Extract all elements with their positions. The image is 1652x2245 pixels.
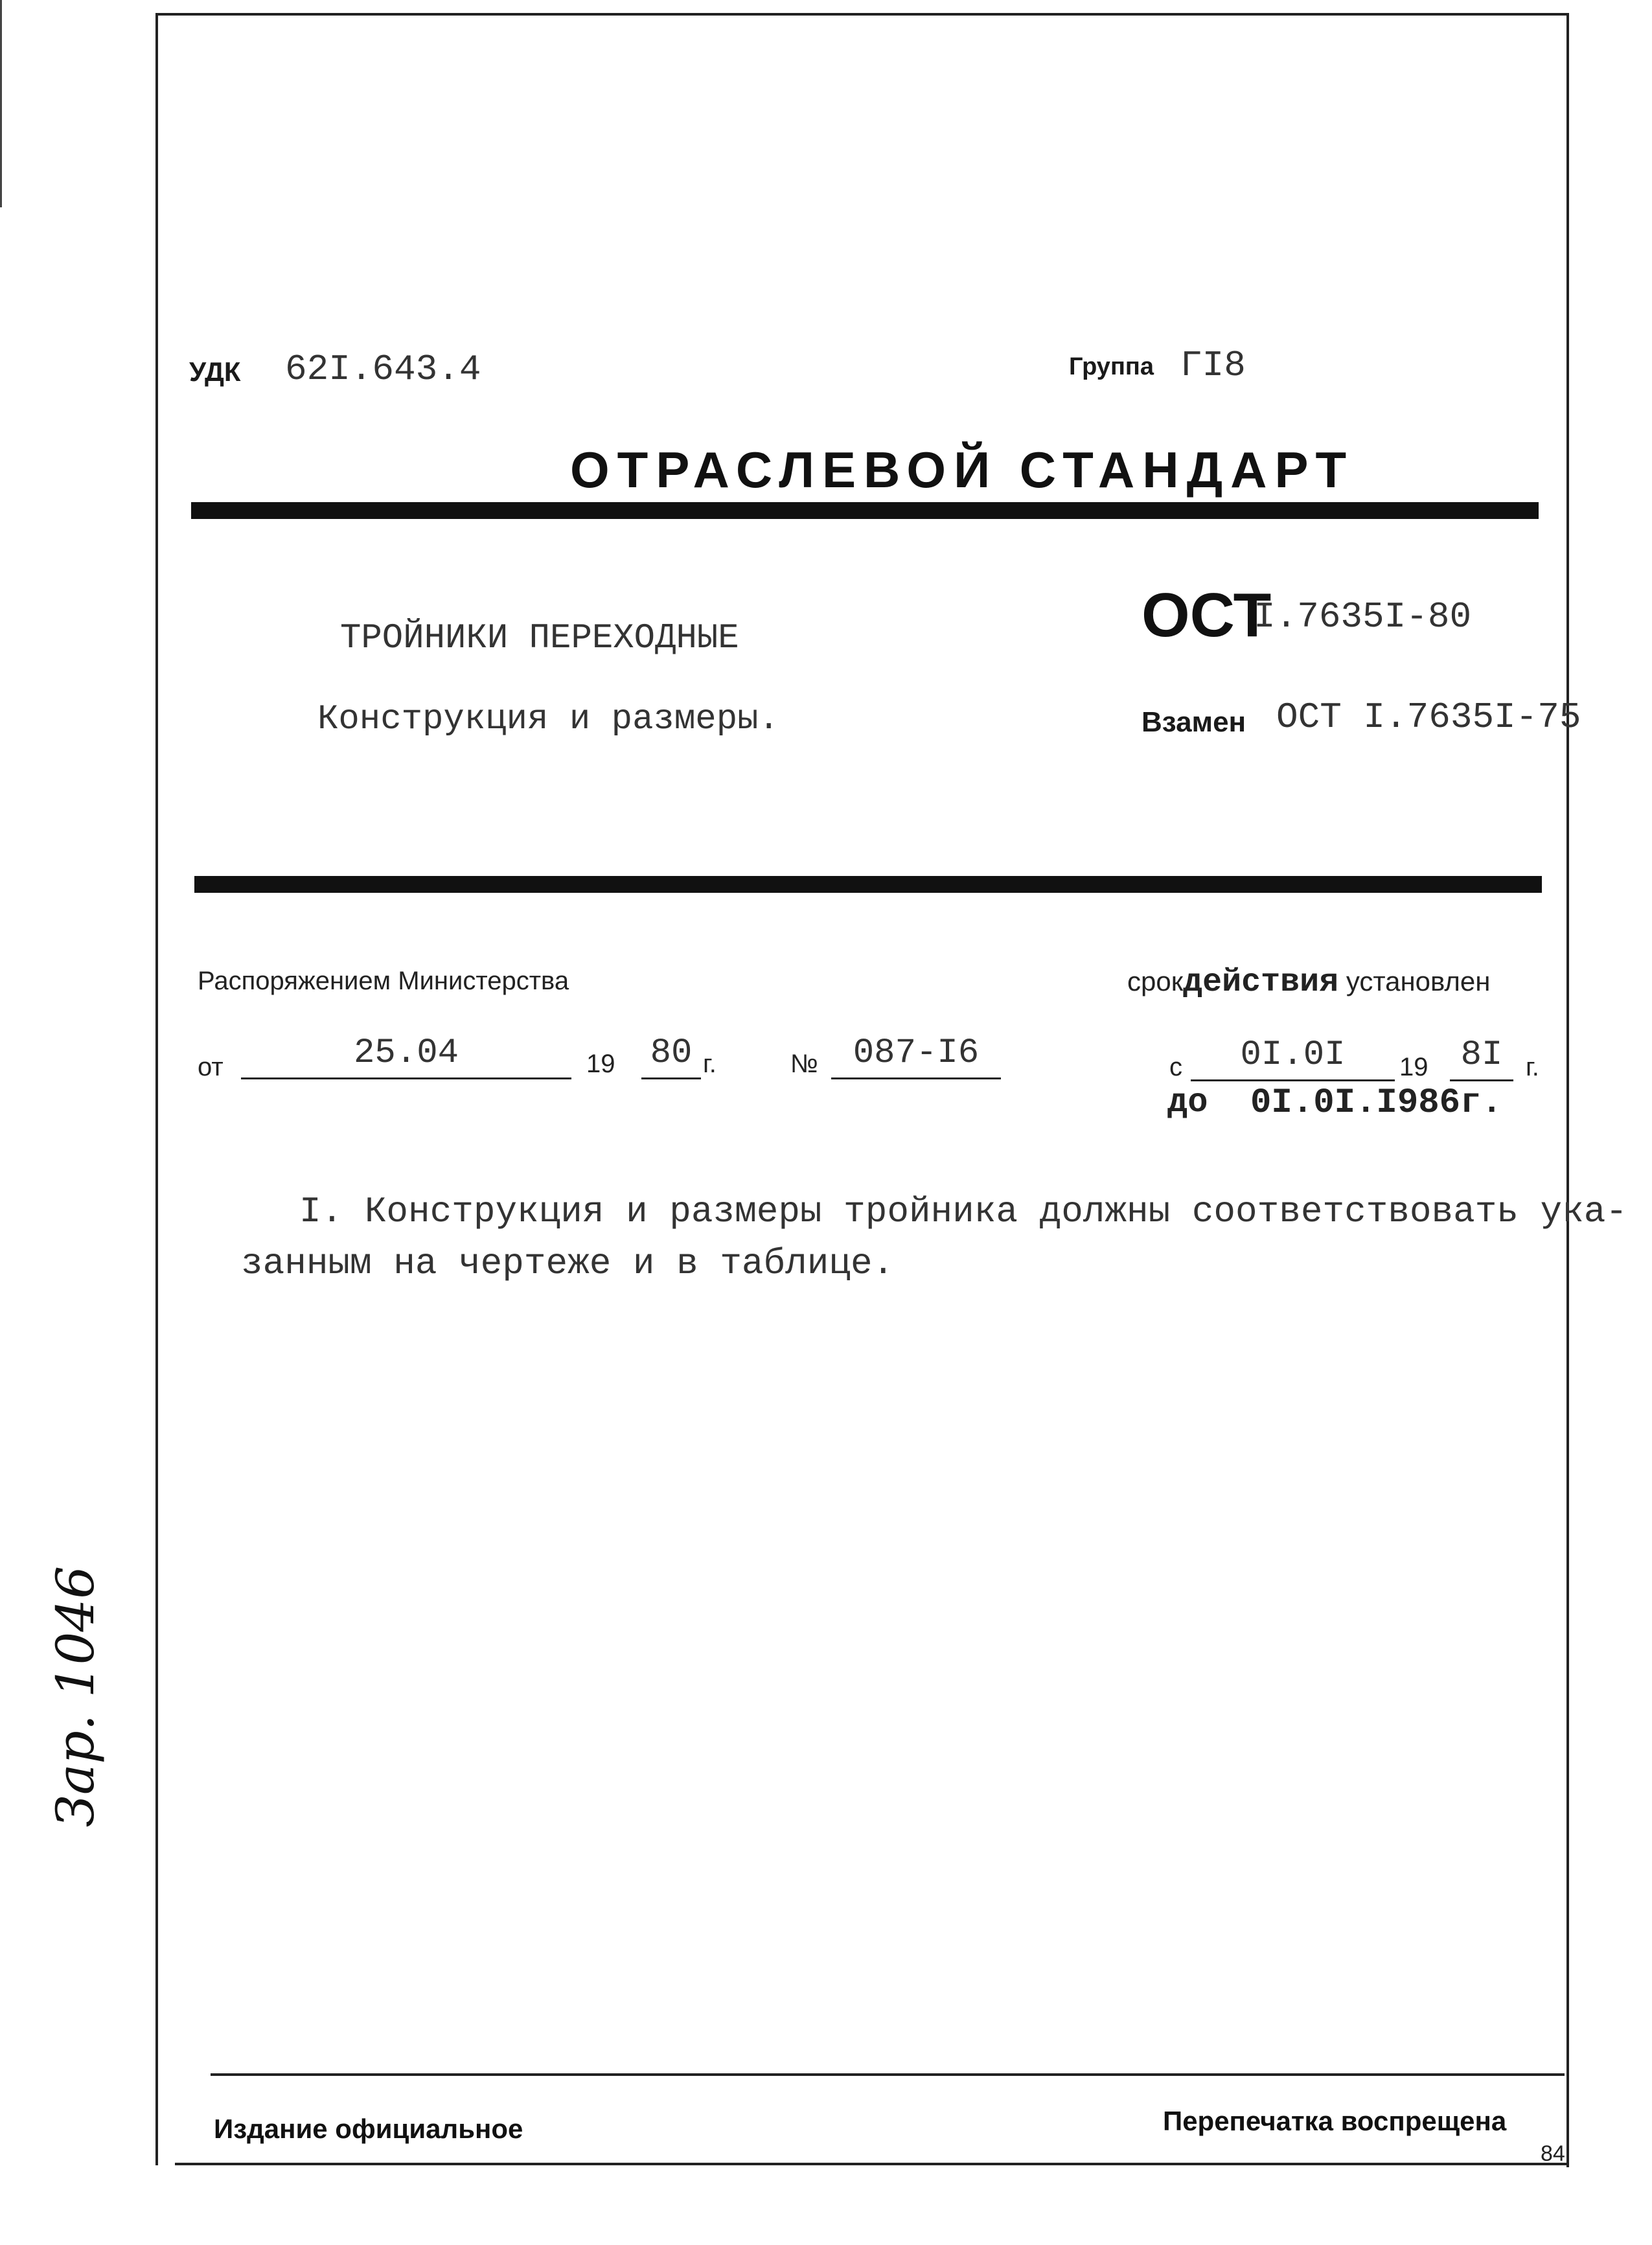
validity-from-date: 0I.0I bbox=[1191, 1035, 1395, 1081]
margin-line bbox=[0, 0, 2, 207]
udk-label: УДК bbox=[189, 356, 241, 387]
ost-label: ОСТ bbox=[1141, 581, 1272, 650]
validity-to-label: до bbox=[1167, 1083, 1208, 1122]
validity-from-label: с bbox=[1169, 1053, 1182, 1081]
udk-value: 62I.643.4 bbox=[285, 349, 481, 390]
validity-year-suffix: г. bbox=[1526, 1053, 1539, 1081]
footer-official-edition: Издание официальное bbox=[214, 2113, 523, 2144]
validity-label-mid: действия bbox=[1183, 964, 1339, 1001]
order-label: Распоряжением Министерства bbox=[198, 967, 569, 995]
frame-bottom-border bbox=[175, 2163, 1568, 2165]
footer-rule bbox=[211, 2073, 1565, 2076]
validity-century: 19 bbox=[1399, 1053, 1428, 1081]
standard-name: ТРОЙНИКИ ПЕРЕХОДНЫЕ bbox=[340, 619, 739, 658]
ost-number: I.7635I-80 bbox=[1254, 596, 1472, 638]
section-rule bbox=[194, 876, 1542, 893]
group-label: Группа bbox=[1069, 353, 1154, 380]
order-from-label: от bbox=[198, 1053, 224, 1081]
replaces-value: ОСТ I.7635I-75 bbox=[1276, 697, 1581, 738]
handwritten-margin-note: Зар. 1046 bbox=[45, 1565, 106, 1827]
frame-right-border bbox=[1566, 13, 1569, 2167]
order-number-label: № bbox=[790, 1050, 818, 1078]
replaces-label: Взамен bbox=[1141, 706, 1246, 738]
validity-from-year: 8I bbox=[1450, 1035, 1513, 1081]
paragraph-line-2: занным на чертеже и в таблице. bbox=[241, 1243, 895, 1284]
order-year-suffix: г. bbox=[703, 1050, 717, 1078]
order-century: 19 bbox=[586, 1050, 615, 1078]
order-date: 25.04 bbox=[241, 1033, 571, 1079]
order-number: 087-I6 bbox=[831, 1033, 1001, 1079]
validity-label-pre: срок bbox=[1127, 966, 1184, 996]
order-year: 80 bbox=[641, 1033, 701, 1079]
document-title: ОТРАСЛЕВОЙ СТАНДАРТ bbox=[570, 441, 1355, 498]
standard-subtitle: Конструкция и размеры. bbox=[317, 700, 779, 739]
frame-left-border bbox=[155, 14, 158, 2165]
group-value: ГI8 bbox=[1180, 345, 1246, 386]
validity-label-post: установлен bbox=[1346, 966, 1491, 996]
paragraph-line-1: I. Конструкция и размеры тройника должны соответствовать ука- bbox=[299, 1191, 1627, 1232]
validity-label bbox=[1127, 964, 1490, 1001]
validity-to-date: 0I.0I.I986г. bbox=[1250, 1083, 1502, 1123]
page-number: 84 bbox=[1541, 2141, 1565, 2166]
frame-top-border bbox=[155, 13, 1568, 16]
title-rule bbox=[191, 502, 1539, 519]
footer-reprint-prohibited: Перепечатка воспрещена bbox=[1163, 2106, 1507, 2136]
